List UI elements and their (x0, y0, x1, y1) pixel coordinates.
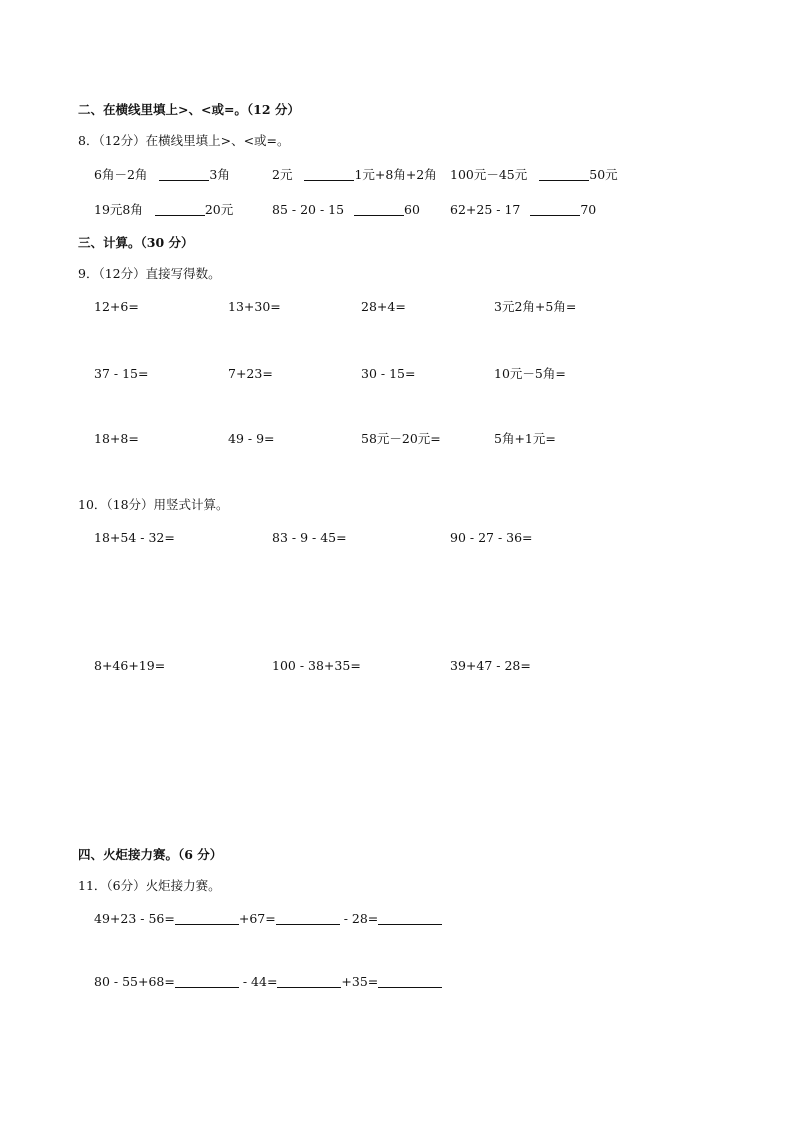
vertical-calc-item: 100 - 38+35= (272, 658, 361, 673)
calc-item: 18+8= (94, 431, 139, 446)
vertical-calc-item: 83 - 9 - 45= (272, 530, 347, 545)
calc-item: 37 - 15= (94, 366, 149, 381)
calc-item: 12+6= (94, 299, 139, 314)
calc-item: 7+23= (228, 366, 273, 381)
answer-blank[interactable] (159, 168, 209, 181)
relay-op: +35= (341, 974, 379, 989)
compare-right: 60 (404, 202, 420, 217)
calc-item: 30 - 15= (361, 366, 416, 381)
answer-blank[interactable] (277, 975, 341, 988)
compare-right: 3角 (209, 167, 230, 182)
compare-item (94, 167, 230, 183)
relay-start: 49+23 - 56= (94, 911, 175, 926)
answer-blank[interactable] (155, 203, 205, 216)
answer-blank[interactable] (530, 203, 580, 216)
answer-blank[interactable] (378, 912, 442, 925)
compare-left: 100元－45元 (450, 167, 528, 182)
answer-blank[interactable] (304, 168, 354, 181)
compare-right: 20元 (204, 202, 234, 217)
vertical-calc-item: 18+54 - 32= (94, 530, 175, 545)
compare-item (272, 202, 420, 218)
calc-item: 5角+1元= (494, 431, 556, 446)
calc-item: 13+30= (228, 299, 281, 314)
answer-blank[interactable] (539, 168, 589, 181)
question-8-prompt: 8．（12分）在横线里填上>、<或=。 (78, 133, 290, 148)
section3-heading: 三、计算。（30 分） (78, 235, 194, 250)
vertical-calc-item: 39+47 - 28= (450, 658, 531, 673)
question-9-prompt: 9．（12分）直接写得数。 (78, 266, 221, 281)
compare-left: 62+25 - 17 (450, 202, 521, 217)
compare-item (450, 167, 618, 183)
answer-blank[interactable] (175, 912, 239, 925)
calc-item: 58元－20元= (361, 431, 441, 446)
calc-item: 10元－5角= (494, 366, 566, 381)
relay-op: - 28= (343, 911, 379, 926)
compare-left: 85 - 20 - 15 (272, 202, 345, 217)
section2-heading: 二、在横线里填上>、<或=。（12 分） (78, 102, 300, 117)
question-10-prompt: 10．（18分）用竖式计算。 (78, 497, 229, 512)
answer-blank[interactable] (276, 912, 340, 925)
relay-chain (94, 911, 442, 927)
vertical-calc-item: 90 - 27 - 36= (450, 530, 533, 545)
question-11-prompt: 11．（6分）火炬接力赛。 (78, 878, 221, 893)
relay-start: 80 - 55+68= (94, 974, 175, 989)
compare-item (272, 167, 437, 183)
answer-blank[interactable] (354, 203, 404, 216)
calc-item: 28+4= (361, 299, 406, 314)
calc-item: 49 - 9= (228, 431, 275, 446)
compare-right: 70 (580, 202, 597, 217)
compare-left: 2元 (272, 167, 293, 182)
compare-left: 6角－2角 (94, 167, 148, 182)
calc-item: 3元2角+5角= (494, 299, 577, 314)
answer-blank[interactable] (378, 975, 442, 988)
compare-left: 19元8角 (94, 202, 143, 217)
section4-heading: 四、火炬接力赛。（6 分） (78, 847, 223, 862)
compare-item (94, 202, 233, 218)
answer-blank[interactable] (175, 975, 239, 988)
relay-op: +67= (238, 911, 276, 926)
compare-right: 1元+8角+2角 (354, 167, 437, 182)
compare-right: 50元 (589, 167, 618, 182)
compare-item (450, 202, 596, 218)
relay-op: - 44= (242, 974, 278, 989)
relay-chain (94, 974, 442, 990)
vertical-calc-item: 8+46+19= (94, 658, 166, 673)
